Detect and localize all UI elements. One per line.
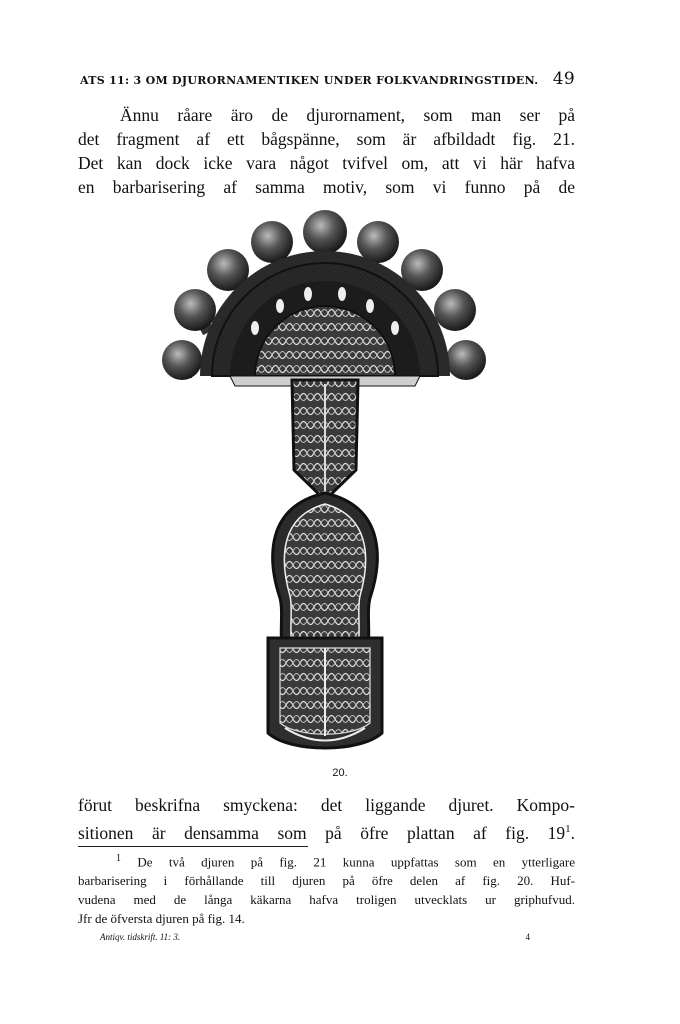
text-line: Det kan dock icke vara något tvifvel om, att vi här hafva bbox=[78, 153, 575, 173]
footnote-line: vudena med de långa käkarna hafva troligen utvecklats ur griphufvud. bbox=[78, 892, 575, 908]
footnote-marker: 1 bbox=[116, 853, 121, 864]
source-line: Antiqv. tidskrift. 11: 3. bbox=[100, 932, 181, 942]
text-line-end: . bbox=[570, 822, 575, 843]
text-line: en barbarisering af samma motiv, som vi funno på de bbox=[78, 177, 575, 197]
text-line bbox=[78, 817, 575, 845]
paragraph-2 bbox=[78, 793, 575, 845]
brooch-illustration bbox=[160, 208, 490, 758]
text-line: Ännu råare äro de djurornament, som man ser på bbox=[120, 105, 575, 125]
footnote-line: Jfr de öfversta djuren på fig. 14. bbox=[78, 911, 245, 927]
page-number: 49 bbox=[552, 69, 575, 89]
paragraph-1 bbox=[78, 103, 575, 199]
footnote-text: De två djuren på fig. 21 kunna uppfattas som en ytterligare bbox=[137, 854, 576, 870]
running-title: ATS 11: 3 OM DJURORNAMENTIKEN UNDER FOLKVANDRINGSTIDEN. bbox=[80, 74, 539, 87]
text-line: förut beskrifna smyckena: det liggande djuret. Kompo- bbox=[78, 795, 575, 815]
running-head bbox=[80, 69, 575, 89]
footnote-rule bbox=[78, 846, 308, 847]
footnote-line: barbarisering i förhållande till djuren på öfre delen af fig. 20. Huf- bbox=[78, 873, 575, 889]
signature-mark: 4 bbox=[525, 932, 530, 942]
footnote bbox=[78, 849, 575, 928]
footnote-ref: 1 bbox=[565, 823, 571, 835]
text-line: det fragment af ett bågspänne, som är afbildadt fig. 21. bbox=[78, 129, 575, 149]
page-footer bbox=[100, 932, 530, 942]
footnote-line bbox=[78, 849, 575, 871]
figure-caption: 20. bbox=[332, 767, 348, 779]
text-line-body: sitionen är densamma som på öfre plattan af fig. 19 bbox=[78, 822, 566, 843]
